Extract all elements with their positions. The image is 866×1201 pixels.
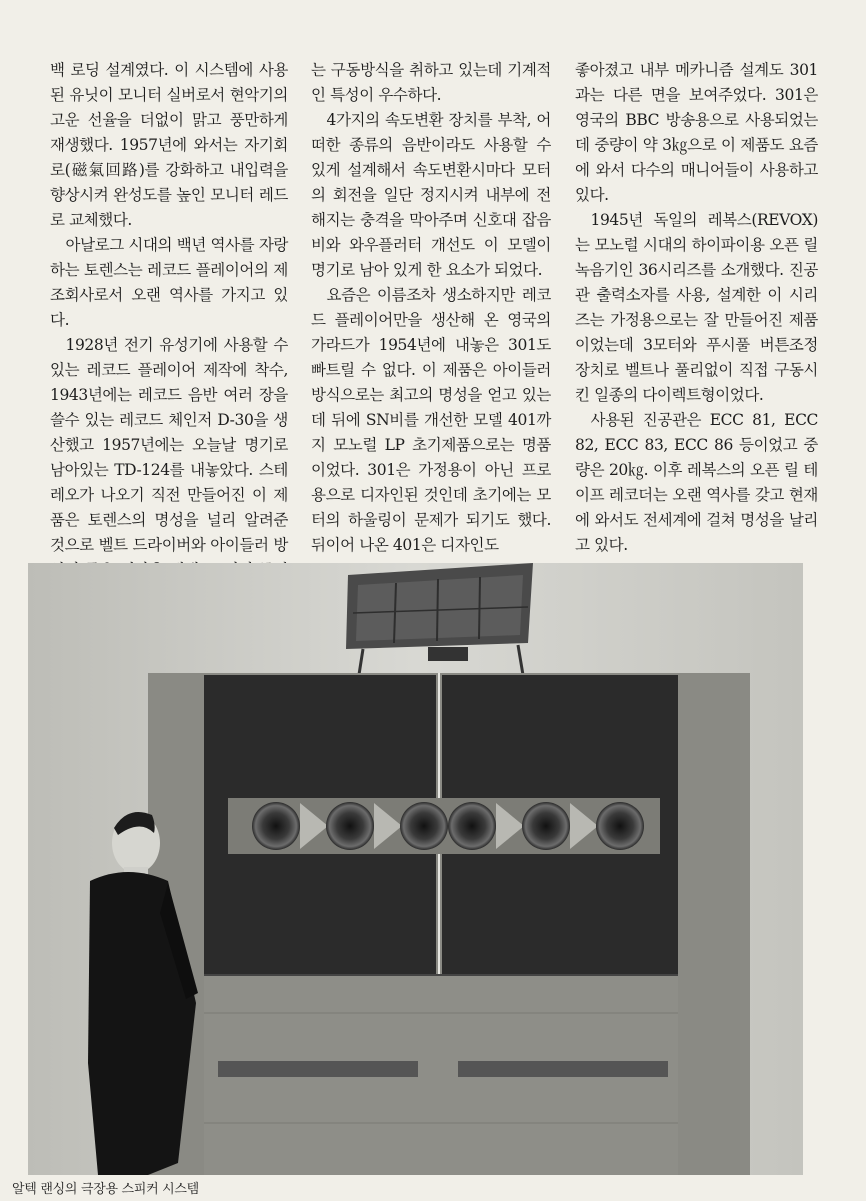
paragraph: 4가지의 속도변환 장치를 부착, 어떠한 종류의 음반이라도 사용할 수 있게 설계해서 속도변환시마다 모터의 회전을 일단 정지시켜 내부에 전해지는 충격을 막아주며 신호대 잡음비와 와우플러터 개선도 이 모델이 명기로 남아 있게 한 요소가 되었다. [311,111,551,279]
paragraph: 아날로그 시대의 백년 역사를 자랑하는 토렌스는 레코드 플레이어의 제조회사로서 오랜 역사를 가지고 있다. [50,236,288,329]
speaker-system-photo [28,563,803,1175]
paragraph: 좋아졌고 내부 메카니즘 설계도 301과는 다른 면을 보여주었다. 301은 영국의 BBC 방송용으로 사용되었는데 중량이 약 3㎏으로 이 제품도 요즘에 와서 다수의 매니어들이 사용하고 있다. [575,61,818,204]
speaker-illustration [28,563,803,1175]
article-column-1 [50,58,288,558]
paragraph: 1928년 전기 유성기에 사용할 수 있는 레코드 플레이어 제작에 착수, 1943년에는 레코드 음반 여러 장을 쓸수 있는 레코드 체인저 D-30을 생산했고 1957년에는 오늘날 명기로 남아있는 TD-124를 내놓았다. 스테레오가 나오기 직전 만들어진 이 제품은 토렌스의 명성을 널리 알려준 것으로 벨트 드라이버와 아이들러 방 [50,336,288,554]
paragraph: 1945년 독일의 레복스(REVOX)는 모노럴 시대의 하이파이용 오픈 릴 녹음기인 36시리즈를 소개했다. 진공관 출력소자를 사용, 설계한 이 시리즈는 가정용으로는 잘 만들어진 제품이었는데 3모터와 푸시풀 버튼조정 장치로 벨트나 풀리없이 직접 구동시킨 일종의 다이렉트형이었다. [575,211,818,404]
article-column-3 [575,58,818,558]
article-column-2 [311,58,551,558]
photo-caption: 알텍 랜싱의 극장용 스피커 시스템 [12,1182,199,1197]
paragraph: 는 구동방식을 취하고 있는데 기계적인 특성이 우수하다. [311,61,551,104]
paragraph: 요즘은 이름조차 생소하지만 레코드 플레이어만을 생산해 온 영국의 가라드가 1954년에 내놓은 301도 빠트릴 수 없다. 이 제품은 아이들러 방식으로는 최고의 명성을 얻고 있는데 뒤에 SN비를 개선한 모델 401까지 모노럴 LP 초기제품으로는 명품이었다. 301은 가정용이 아닌 프로용으로 디자인된 것인데 초기에는 모터의 하울링이 문제가 되기도 했다. 뒤이어 나온 401은 디자인도 [311,286,551,554]
speaker-cabinet [148,673,750,1175]
paragraph: 사용된 진공관은 ECC 81, ECC 82, ECC 83, ECC 86 등이었고 중량은 20㎏. 이후 레복스의 오픈 릴 테이프 레코더는 오랜 역사를 갖고 현재에 와서도 전세계에 걸쳐 명성을 날리고 있다. [575,411,818,554]
paragraph: 백 로딩 설계였다. 이 시스템에 사용된 유닛이 모니터 실버로서 현악기의 고운 선율을 더없이 맑고 풍만하게 재생했다. 1957년에 와서는 자기회로(磁氣回路)를 강화하고 내입력을 향상시켜 완성도를 높인 모니터 레드로 교체했다. [50,61,288,229]
